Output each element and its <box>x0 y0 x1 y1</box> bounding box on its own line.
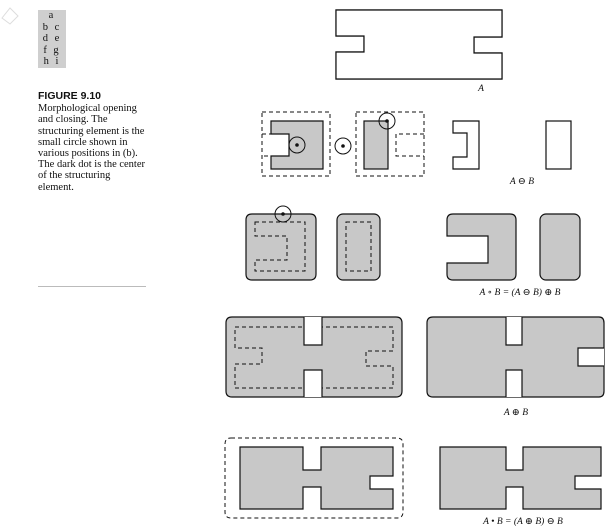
shape-b-left-inner-dash <box>262 134 289 156</box>
shape-e-right <box>540 214 580 280</box>
shape-i <box>440 447 601 509</box>
shape-g-notch-bottom <box>506 370 522 397</box>
shape-g-notch-top <box>506 317 522 345</box>
shape-f-notch-bottom <box>304 370 322 397</box>
structuring-element-center-3 <box>385 119 389 123</box>
panel-key-row-3: d e <box>42 33 62 44</box>
panel-key-row-5: h i <box>43 56 61 67</box>
figure-caption-text: Morphological opening and closing. The structuring element is the small circle shown in various positions in (b). The dark dot is the center of the structuring element. <box>38 103 145 193</box>
label-a: A <box>478 84 484 94</box>
shape-e-left <box>447 214 516 280</box>
structuring-element-center-2 <box>341 144 345 148</box>
panel-key-row-4: f g <box>43 44 61 56</box>
shape-g-notch-right <box>578 348 604 366</box>
structuring-element-center-4 <box>281 212 285 216</box>
label-g: A ⊕ B <box>503 408 529 418</box>
structuring-element-center-1 <box>295 143 299 147</box>
shape-b-right-inner-dash <box>396 134 424 156</box>
shape-d-right-fill <box>337 214 380 280</box>
label-i: A • B = (A ⊕ B) ⊖ B <box>483 517 563 527</box>
figure-title: FIGURE 9.10 <box>38 90 102 102</box>
panel-key-row-1: a <box>48 10 56 21</box>
label-e: A ∘ B = (A ⊖ B) ⊕ B <box>479 288 561 298</box>
shape-a-outline <box>336 10 502 79</box>
panel-key-row-2: b c <box>42 21 62 33</box>
shape-c-right <box>546 121 571 169</box>
shape-h-fill <box>240 447 393 509</box>
shape-f-notch-top <box>304 317 322 345</box>
label-c: A ⊖ B <box>509 177 535 187</box>
shape-c-left <box>453 121 479 169</box>
